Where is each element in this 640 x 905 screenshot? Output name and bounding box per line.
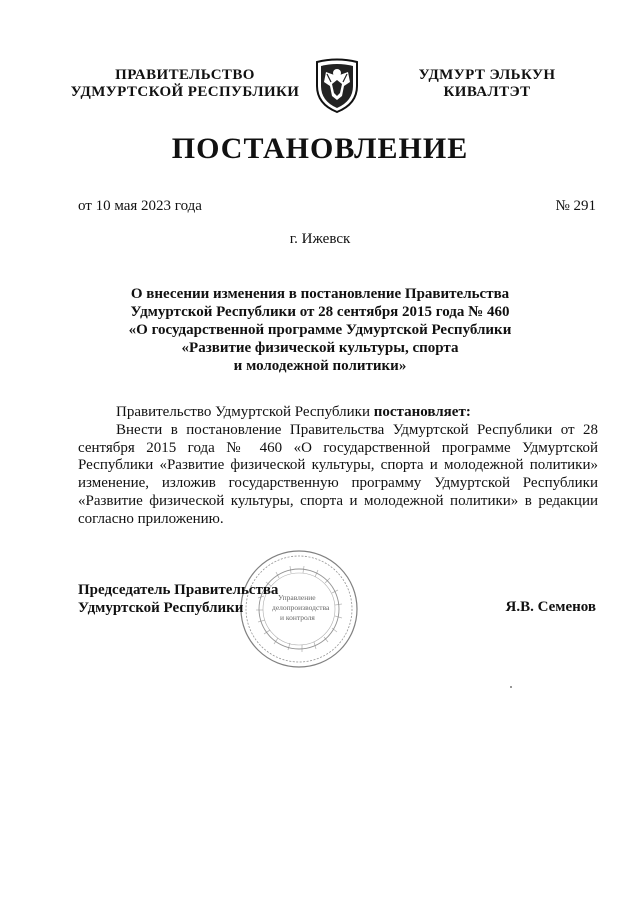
decree-line bbox=[78, 404, 598, 422]
header-left-line1: ПРАВИТЕЛЬСТВО bbox=[115, 67, 255, 83]
coat-of-arms-icon bbox=[312, 56, 362, 114]
signatory-position bbox=[78, 581, 278, 617]
header-government-name-udmurt bbox=[392, 67, 582, 101]
decree-prefix: Правительство Удмуртской Республики bbox=[116, 404, 370, 420]
stamp-text-line3: и контроля bbox=[280, 613, 315, 622]
decree-word: постановляет: bbox=[373, 404, 471, 420]
signatory-position-line2: Удмуртской Республики bbox=[78, 600, 244, 616]
title-line: О внесении изменения в постановление Правительства bbox=[130, 286, 510, 302]
scan-speck bbox=[510, 686, 512, 688]
stamp-text-line2: делопроизводства bbox=[272, 603, 330, 612]
stamp-text-line1: Управление bbox=[278, 593, 316, 602]
title-line: Удмуртской Республики от 28 сентября 2015 года № 460 bbox=[130, 304, 510, 320]
document-number: № 291 bbox=[555, 198, 596, 214]
document-title bbox=[100, 285, 540, 375]
title-line: и молодежной политики» bbox=[233, 358, 407, 374]
title-line: «О государственной программе Удмуртской Республики bbox=[128, 322, 512, 338]
decree-paragraph: Внести в постановление Правительства Удмуртской Республики от 28 сентября 2015 года № 460 «О государственной программе Удмуртской Республики «Развитие физической культуры, спорта и молодежной политики» изменение, изложив государственную программу Удмуртской Республики «Развитие физической культуры, спорта и молодежной политики» в редакции согласно приложению. bbox=[78, 421, 598, 527]
document-body bbox=[78, 404, 598, 529]
header-right-line2: КИВАЛТЭТ bbox=[443, 84, 531, 100]
header-right-line1: УДМУРТ ЭЛЬКУН bbox=[418, 67, 556, 83]
title-line: «Развитие физической культуры, спорта bbox=[181, 340, 459, 356]
document-type-heading: ПОСТАНОВЛЕНИЕ bbox=[171, 132, 469, 165]
document-city: г. Ижевск bbox=[289, 231, 351, 247]
document-date: от 10 мая 2023 года bbox=[78, 198, 202, 214]
signatory-position-line1: Председатель Правительства bbox=[78, 582, 279, 598]
header-left-line2: УДМУРТСКОЙ РЕСПУБЛИКИ bbox=[70, 84, 300, 100]
signatory-name: Я.В. Семенов bbox=[505, 599, 596, 615]
header-government-name-russian bbox=[60, 67, 310, 101]
